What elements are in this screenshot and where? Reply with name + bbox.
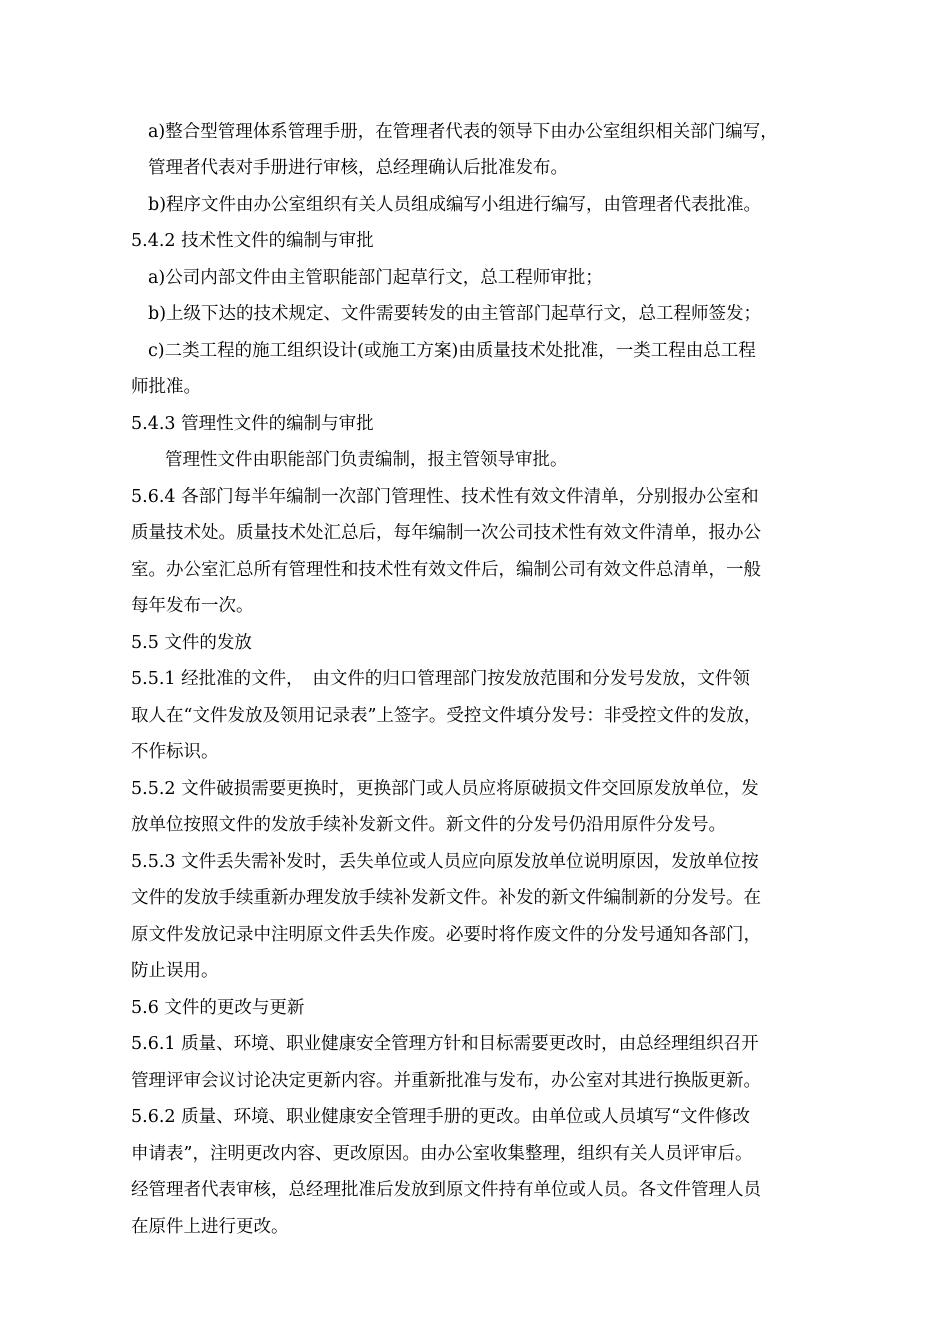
text-line: 放单位按照文件的发放手续补发新文件。新文件的分发号仍沿用原件分发号。	[131, 815, 726, 835]
text-line: a)整合型管理体系管理手册，在管理者代表的领导下由办公室组织相关部门编写，	[148, 122, 778, 142]
text-line: 5.5.1 经批准的文件， 由文件的归口管理部门按发放范围和分发号发放，文件领	[131, 669, 750, 689]
text-line: a)公司内部文件由主管职能部门起草行文，总工程师审批；	[148, 268, 603, 288]
text-line: 管理者代表对手册进行审核，总经理确认后批准发布。	[148, 158, 568, 178]
text-line: 管理评审会议讨论决定更新内容。并重新批准与发布，办公室对其进行换版更新。	[131, 1071, 761, 1091]
text-line: b)程序文件由办公室组织有关人员组成编写小组进行编写，由管理者代表批准。	[148, 195, 762, 215]
text-line: 原文件发放记录中注明原文件丢失作废。必要时将作废文件的分发号通知各部门，	[131, 925, 761, 945]
text-line: 文件的发放手续重新办理发放手续补发新文件。补发的新文件编制新的分发号。在	[131, 888, 761, 908]
text-line: 取人在“文件发放及领用记录表”上签字。受控文件填分发号：非受控文件的发放，	[131, 706, 762, 726]
text-line: 申请表”，注明更改内容、更改原因。由办公室收集整理，组织有关人员评审后。	[131, 1144, 753, 1164]
text-line: 管理性文件由职能部门负责编制，报主管领导审批。	[165, 450, 568, 470]
text-line: 防止误用。	[131, 961, 219, 981]
section-heading: 5.5 文件的发放	[131, 633, 252, 653]
text-line: c)二类工程的施工组织设计(或施工方案)由质量技术处批准，一类工程由总工程	[148, 341, 756, 361]
text-line: 室。办公室汇总所有管理性和技术性有效文件后，编制公司有效文件总清单，一般	[131, 560, 761, 580]
text-line: 经管理者代表审核，总经理批准后发放到原文件持有单位或人员。各文件管理人员	[131, 1180, 761, 1200]
text-line: 5.6.2 质量、环境、职业健康安全管理手册的更改。由单位或人员填写“文件修改	[131, 1107, 751, 1127]
text-line: 每年发布一次。	[131, 596, 254, 616]
text-line: 质量技术处。质量技术处汇总后，每年编制一次公司技术性有效文件清单，报办公	[131, 523, 761, 543]
text-line: 5.5.3 文件丢失需补发时，丢失单位或人员应向原发放单位说明原因，发放单位按	[131, 852, 759, 872]
text-line: b)上级下达的技术规定、文件需要转发的由主管部门起草行文，总工程师签发；	[148, 304, 762, 324]
text-line: 5.6.4 各部门每半年编制一次部门管理性、技术性有效文件清单，分别报办公室和	[131, 487, 759, 507]
section-heading: 5.6 文件的更改与更新	[131, 998, 305, 1018]
section-heading: 5.4.3 管理性文件的编制与审批	[131, 414, 374, 434]
text-line: 5.5.2 文件破损需要更换时，更换部门或人员应将原破损文件交回原发放单位，发	[131, 779, 759, 799]
text-line: 不作标识。	[131, 742, 219, 762]
text-line: 在原件上进行更改。	[131, 1217, 289, 1237]
section-heading: 5.4.2 技术性文件的编制与审批	[131, 231, 374, 251]
text-line: 师批准。	[131, 377, 201, 397]
text-line: 5.6.1 质量、环境、职业健康安全管理方针和目标需要更改时，由总经理组织召开	[131, 1034, 759, 1054]
